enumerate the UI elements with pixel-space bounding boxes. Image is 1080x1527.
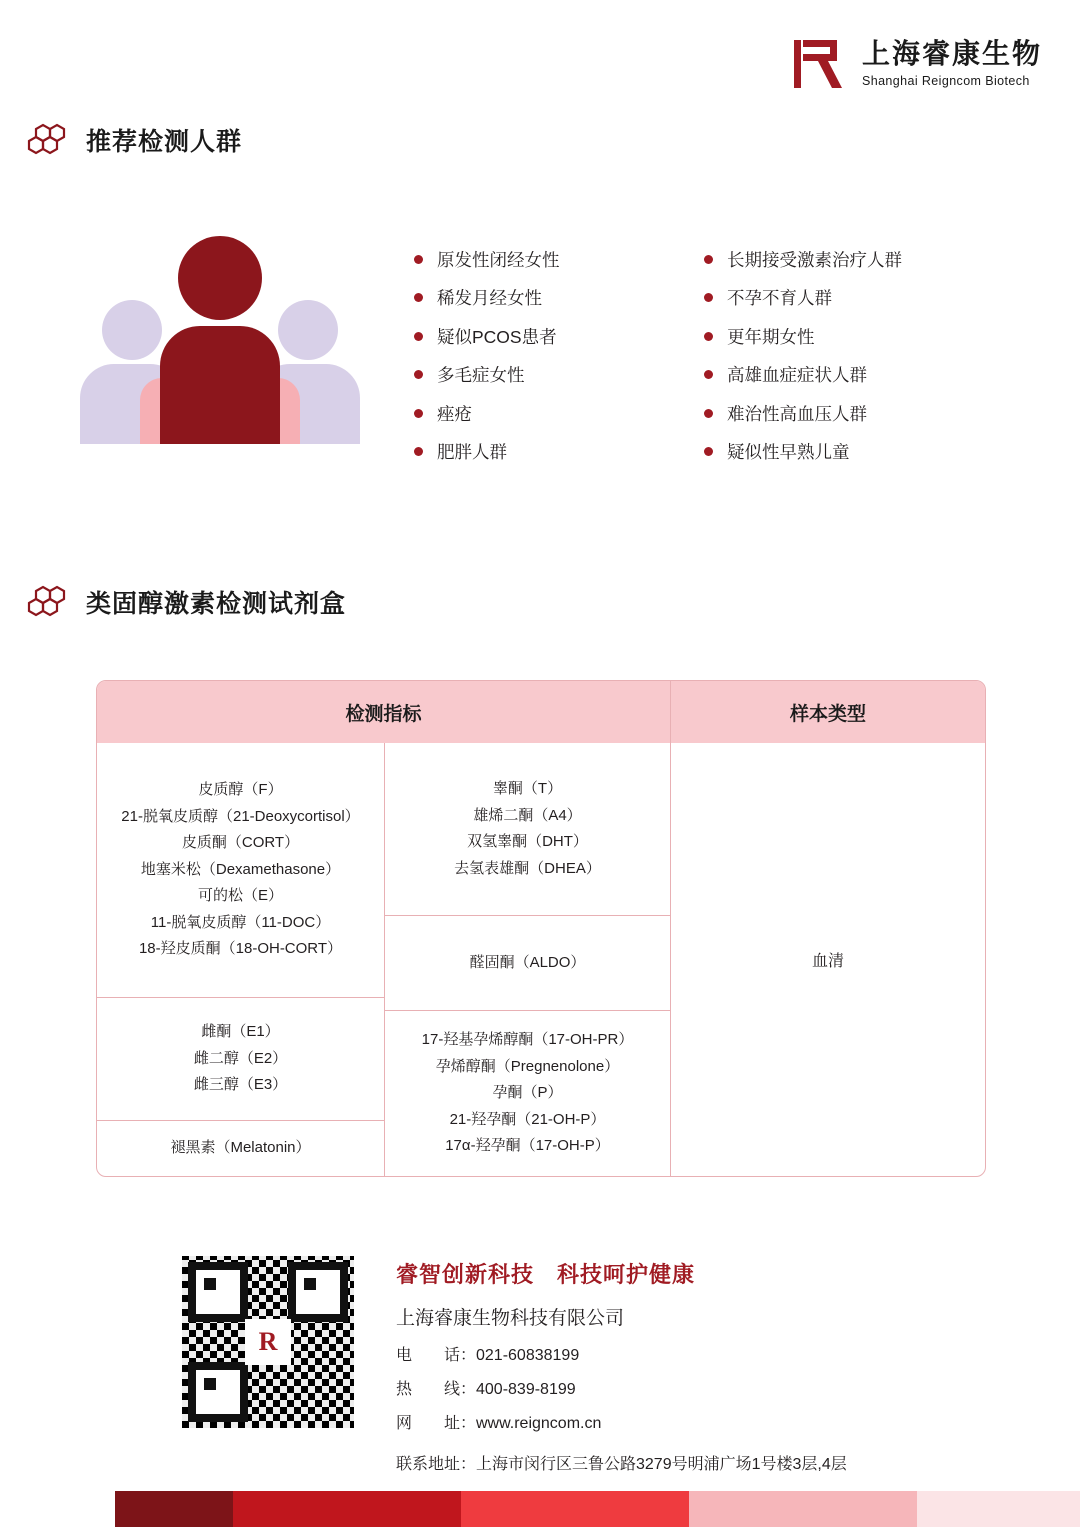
list-item-label: 肥胖人群 — [437, 442, 507, 463]
indicator-column-b — [385, 743, 671, 1176]
list-item — [704, 279, 902, 318]
footer-info — [396, 1258, 996, 1474]
qr-finder-top-left — [188, 1262, 248, 1322]
analyte-label: 皮质酮（CORT） — [181, 834, 300, 852]
list-item — [704, 317, 902, 356]
column-header-indicators: 检测指标 — [97, 681, 671, 743]
column-header-sample: 样本类型 — [789, 703, 866, 725]
bullet-dot-icon — [414, 370, 423, 379]
brand-name-en: Shanghai Reigncom Biotech — [861, 74, 1030, 89]
analyte-label: 雄烯二酮（A4） — [473, 806, 582, 824]
list-item-label: 更年期女性 — [727, 326, 815, 347]
bar-segment — [917, 1491, 1080, 1527]
list-item-label: 难治性高血压人群 — [727, 403, 867, 424]
steroid-molecule-icon — [26, 585, 70, 619]
person-center-body — [160, 326, 280, 444]
brand-logo — [792, 36, 1042, 92]
analyte-label: 17α-羟孕酮（17-OH-P） — [445, 1137, 610, 1154]
person-right-head — [278, 300, 338, 360]
qr-finder-bottom-left — [188, 1362, 248, 1422]
list-item — [704, 356, 902, 395]
bullet-dot-icon — [704, 370, 713, 379]
list-item — [414, 433, 560, 472]
analyte-label: 睾酮（T） — [492, 780, 563, 797]
analyte-label: 双氢睾酮（DHT） — [467, 833, 588, 850]
table-body — [97, 743, 985, 1176]
list-item — [704, 240, 902, 279]
footer-slogan: 睿智创新科技 科技呵护健康 — [396, 1262, 696, 1287]
section-title: 推荐检测人群 — [86, 128, 243, 156]
bullet-dot-icon — [704, 255, 713, 264]
list-item-label: 高雄血症症状人群 — [727, 365, 867, 386]
table-cell — [385, 743, 670, 915]
list-item-label: 疑似PCOS患者 — [437, 326, 557, 347]
analyte-label: 皮质醇（F） — [198, 781, 283, 799]
bar-segment — [689, 1491, 917, 1527]
bullet-dot-icon — [414, 255, 423, 264]
section-title: 类固醇激素检测试剂盒 — [86, 590, 347, 618]
section-heading-audience — [26, 122, 242, 158]
analyte-label: 雌酮（E1） — [201, 1023, 280, 1041]
qr-center-logo: R — [245, 1319, 291, 1365]
footer-company-name: 上海睿康生物科技有限公司 — [396, 1308, 625, 1329]
indicator-column-a — [97, 743, 385, 1176]
analyte-label: 可的松（E） — [197, 887, 283, 905]
steroid-molecule-icon — [26, 123, 70, 157]
table-cell — [385, 1010, 670, 1176]
table-cell — [97, 1120, 384, 1176]
analyte-label: 雌三醇（E3） — [193, 1076, 288, 1094]
bullet-dot-icon — [704, 293, 713, 302]
bullet-dot-icon — [414, 447, 423, 456]
bullet-dot-icon — [704, 332, 713, 341]
analyte-label: 雌二醇（E2） — [193, 1049, 288, 1067]
analyte-label: 17-羟基孕烯醇酮（17-OH-PR） — [421, 1031, 634, 1048]
bullet-dot-icon — [414, 409, 423, 418]
bar-segment — [461, 1491, 689, 1527]
brand-name-cn: 上海睿康生物 — [861, 38, 1042, 70]
list-item-label: 疑似性早熟儿童 — [727, 442, 850, 463]
analyte-label: 地塞米松（Dexamethasone） — [140, 860, 341, 878]
reigncom-r-logo-icon — [792, 36, 848, 92]
audience-list-left — [414, 240, 560, 471]
bar-segment — [115, 1491, 233, 1527]
analyte-label: 孕烯醇酮（Pregnenolone） — [435, 1057, 620, 1075]
list-item-label: 痤疮 — [437, 403, 472, 424]
list-item — [414, 394, 560, 433]
bottom-color-bar — [0, 1491, 1080, 1527]
analyte-label: 11-脱氧皮质醇（11-DOC） — [150, 913, 331, 931]
list-item — [704, 433, 902, 472]
qr-finder-top-right — [288, 1262, 348, 1322]
list-item — [414, 317, 560, 356]
table-cell — [97, 997, 384, 1120]
table-cell — [385, 915, 670, 1010]
analyte-label: 孕酮（P） — [492, 1084, 563, 1101]
section-heading-kit — [26, 584, 346, 620]
bullet-dot-icon — [414, 332, 423, 341]
bullet-dot-icon — [414, 293, 423, 302]
analyte-label: 21-羟孕酮（21-OH-P） — [449, 1110, 606, 1128]
analyte-label: 18-羟皮质酮（18-OH-CORT） — [138, 940, 343, 958]
bullet-dot-icon — [704, 409, 713, 418]
bullet-dot-icon — [704, 447, 713, 456]
footer-phone: 电 话：021-60838199 — [396, 1347, 580, 1364]
analyte-label: 21-脱氧皮质醇（21-Deoxycortisol） — [121, 807, 360, 825]
list-item — [414, 356, 560, 395]
bar-segment — [233, 1491, 461, 1527]
footer-address: 联系地址：上海市闵行区三鲁公路3279号明浦广场1号楼3层,4层 — [396, 1456, 847, 1473]
analyte-label: 去氢表雄酮（DHEA） — [454, 859, 601, 877]
people-group-illustration — [78, 228, 378, 443]
table-header-row — [97, 681, 985, 743]
person-left-head — [102, 300, 162, 360]
list-item-label: 多毛症女性 — [437, 365, 525, 386]
list-item-label: 不孕不育人群 — [727, 288, 832, 309]
footer-hotline: 热 线：400-839-8199 — [396, 1381, 576, 1398]
list-item — [414, 240, 560, 279]
audience-list-right — [704, 240, 902, 471]
list-item-label: 稀发月经女性 — [437, 288, 542, 309]
table-cell — [97, 743, 384, 997]
list-item — [414, 279, 560, 318]
analyte-label: 醛固酮（ALDO） — [469, 953, 586, 971]
list-item — [704, 394, 902, 433]
qr-code-icon — [182, 1256, 354, 1428]
sample-type-cell: 血清 — [811, 952, 844, 970]
list-item-label: 长期接受激素治疗人群 — [727, 249, 902, 270]
person-center-head — [178, 236, 262, 320]
analyte-label: 褪黑素（Melatonin） — [170, 1139, 311, 1156]
footer-website[interactable]: 网 址：www.reigncom.cn — [396, 1415, 602, 1432]
bar-segment — [0, 1491, 115, 1527]
steroid-kit-table — [96, 680, 986, 1177]
list-item-label: 原发性闭经女性 — [437, 249, 560, 270]
